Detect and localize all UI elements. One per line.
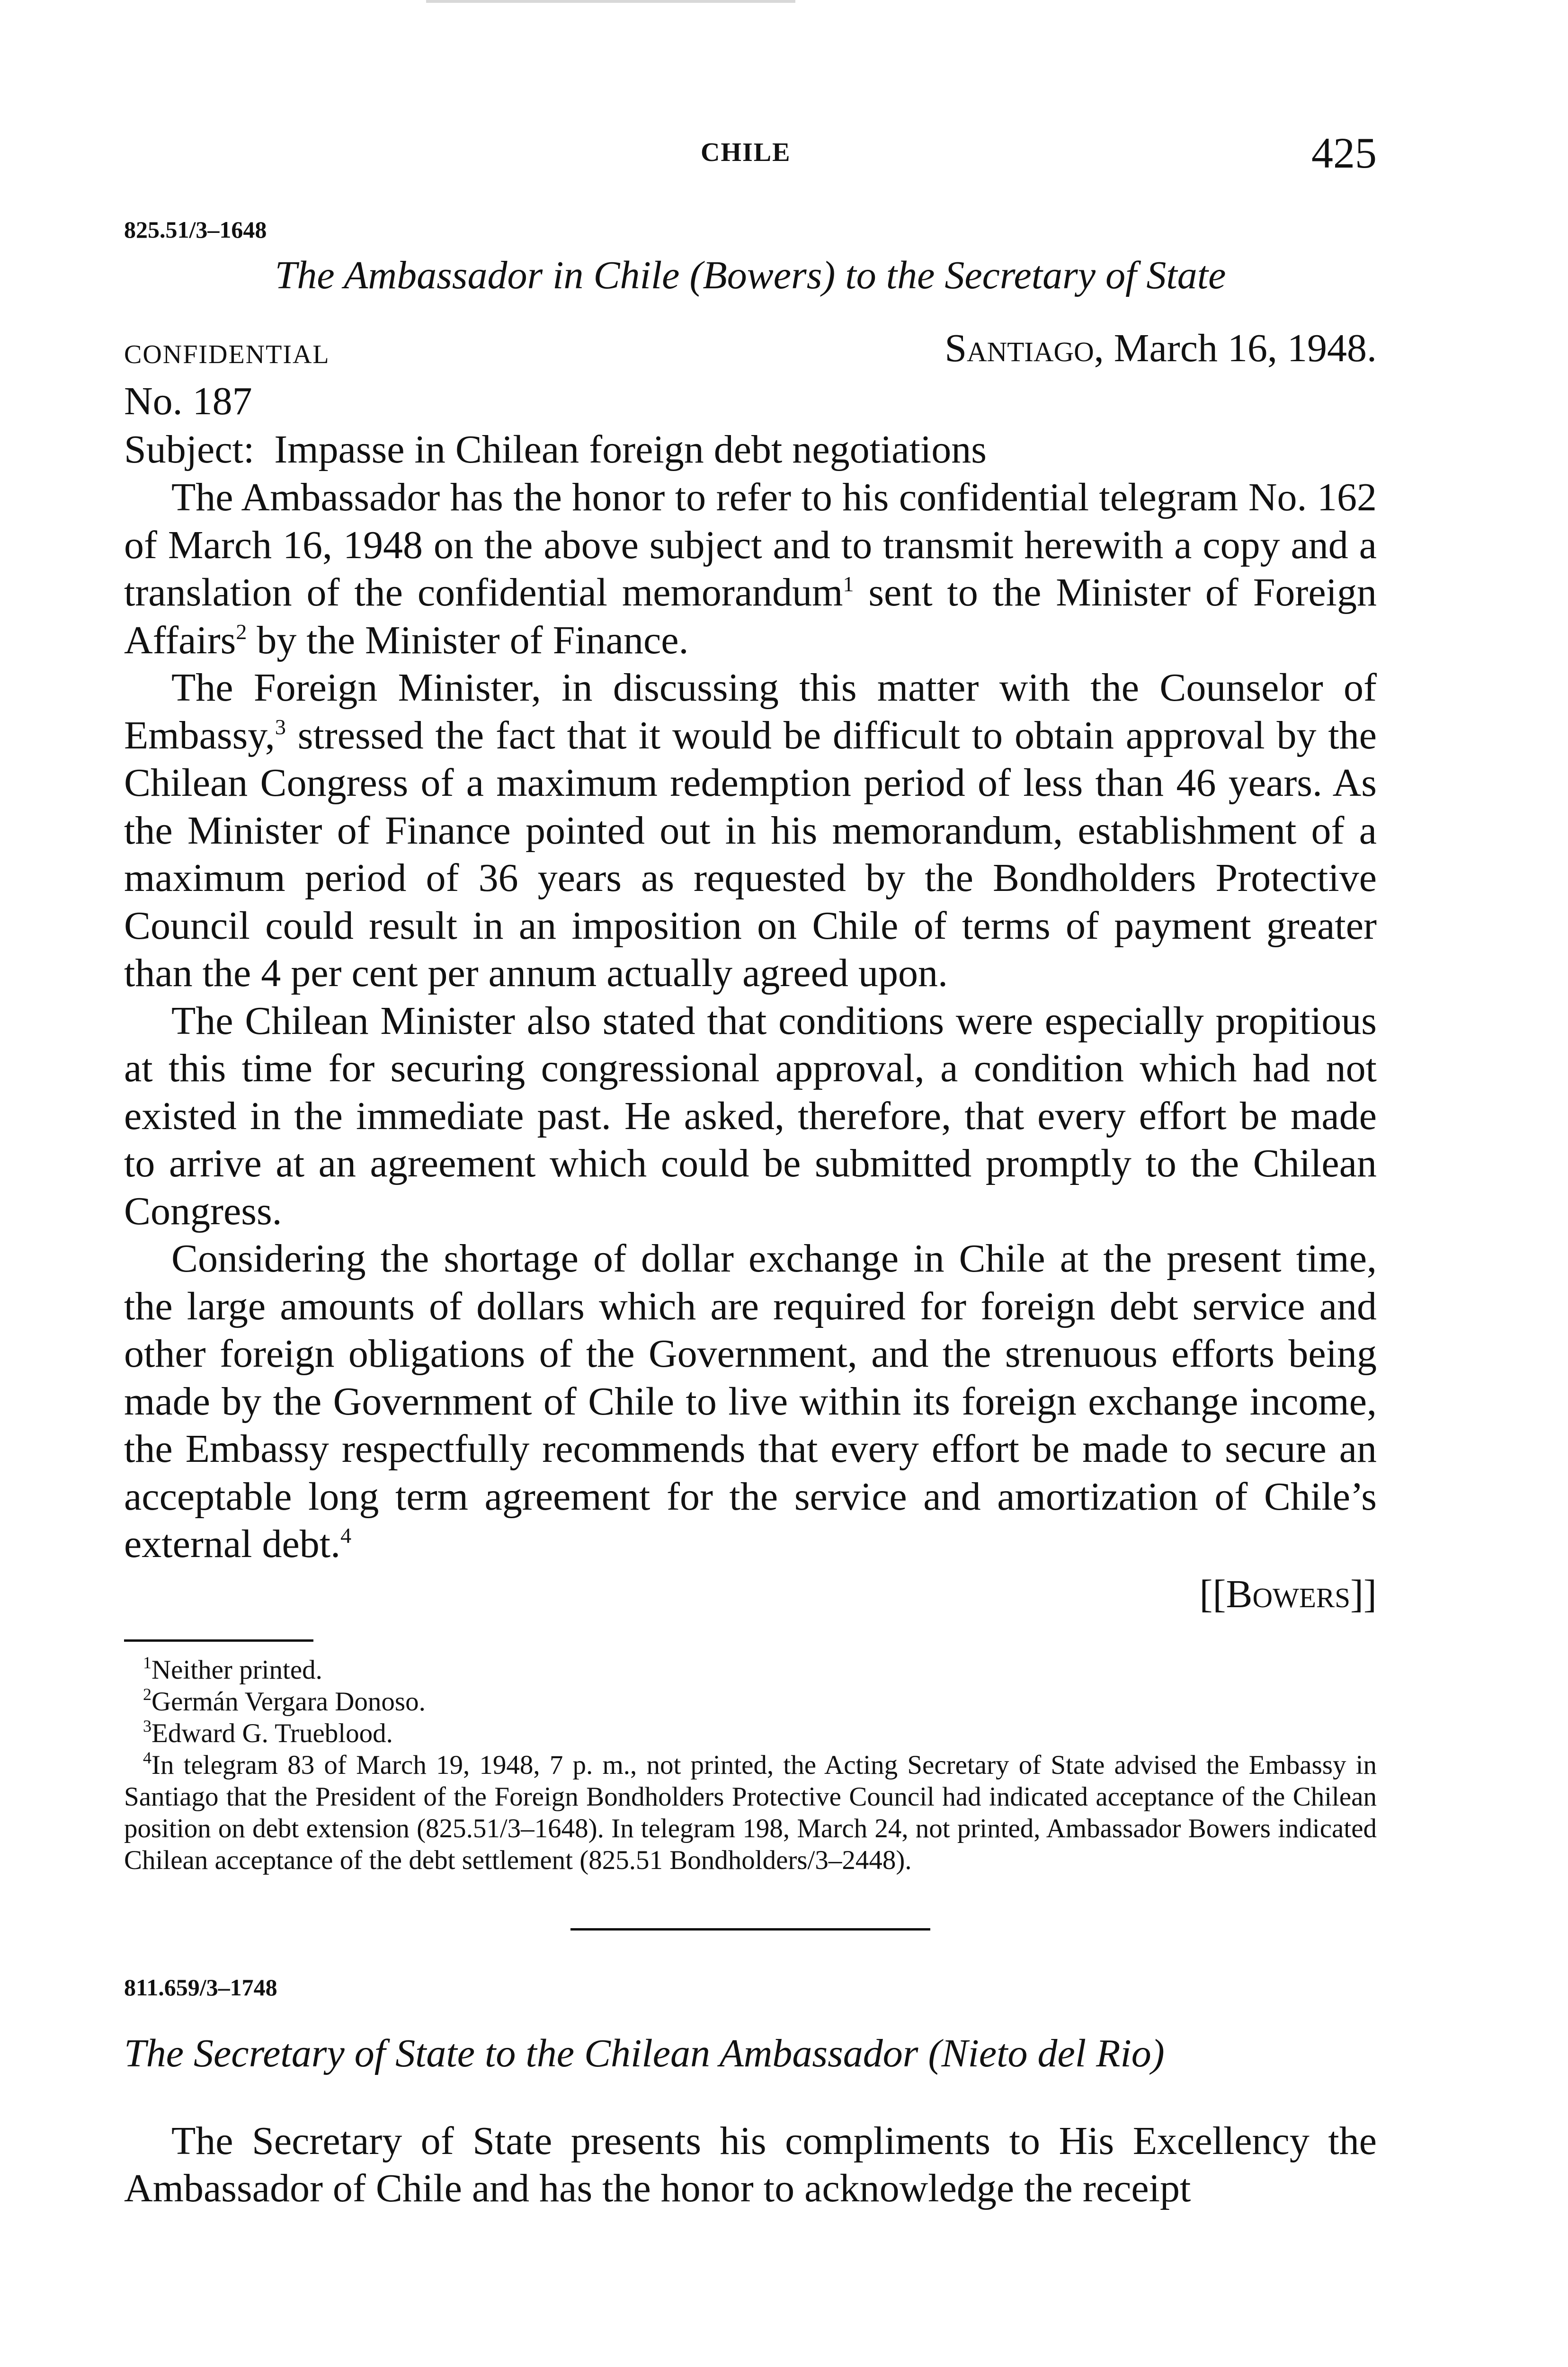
footnote-ref: 2 xyxy=(236,619,247,644)
page-number: 425 xyxy=(1311,129,1377,177)
footnote-number: 3 xyxy=(143,1716,151,1735)
dateline xyxy=(944,325,1377,371)
footnote-ref: 1 xyxy=(843,572,854,596)
footnote-text: Germán Vergara Donoso. xyxy=(151,1686,426,1717)
footnote-4 xyxy=(124,1749,1377,1876)
dateline-date: March 16, 1948. xyxy=(1104,326,1377,370)
signature xyxy=(124,1568,1377,1620)
footnote-ref: 4 xyxy=(340,1523,352,1548)
paragraph-text: The Foreign Minister, in discussing this matter with the Counselor of Embassy, xyxy=(124,666,1377,757)
paragraph-2 xyxy=(124,664,1377,997)
section-divider xyxy=(570,1928,930,1931)
classification-line xyxy=(124,325,1377,377)
paragraph-doc2-1: The Secretary of State presents his compliments to His Excellency the Ambassador of Chile and has the honor to acknowledge the receipt xyxy=(124,2118,1377,2210)
signature-name: [Bowers] xyxy=(1212,1572,1364,1616)
running-head xyxy=(124,128,1377,180)
paragraph-text: sent to the Minister of Foreign Affairs xyxy=(124,570,1377,662)
footnote-text: In telegram 83 of March 19, 1948, 7 p. m., not printed, the Acting Secretary of State advised the Embassy in Santiago that the President of the Foreign Bondholders Protective Council had indicated acceptance of the Chilean position on debt extension (825.51/3–1648). In telegram 198, March 24, not printed, Ambassador Bowers indicated Chilean acceptance of the debt settlement (825.51 Bondholders/3–2448). xyxy=(124,1750,1377,1875)
dateline-place: Santiago, xyxy=(944,326,1104,370)
footnote-ref: 3 xyxy=(275,714,286,739)
footnote-number: 2 xyxy=(143,1684,151,1704)
footnote-text: Neither printed. xyxy=(151,1655,322,1685)
classification-label: CONFIDENTIAL xyxy=(124,340,330,369)
subject-text: Impasse in Chilean foreign debt negotiations xyxy=(274,427,987,472)
running-title: CHILE xyxy=(701,138,791,167)
file-number: 825.51/3–1648 xyxy=(124,216,267,243)
footnote-1 xyxy=(124,1654,1377,1686)
document-heading-2: The Secretary of State to the Chilean Ambassador (Nieto del Rio) xyxy=(124,2031,1165,2075)
paragraph-text: by the Minister of Finance. xyxy=(247,618,689,662)
top-edge-rule xyxy=(426,0,795,3)
paragraph-4 xyxy=(124,1235,1377,1568)
footnote-2 xyxy=(124,1686,1377,1717)
footnote-text: Edward G. Trueblood. xyxy=(151,1718,393,1748)
document-heading: The Ambassador in Chile (Bowers) to the Secretary of State xyxy=(275,253,1226,297)
footnote-number: 4 xyxy=(143,1748,151,1767)
paragraph-3: The Chilean Minister also stated that conditions were especially propitious at this time for securing congressional approval, a condition which had not existed in the immediate past. He asked, therefore, that every effort be made to arrive at an agreement which could be submitted promptly to the Chilean Congress. xyxy=(124,998,1377,1233)
paragraph-text: Considering the shortage of dollar exchange in Chile at the present time, the large amounts of dollars which are required for foreign debt service and other foreign obligations of the Government, and the strenuous efforts being made by the Government of Chile to live within its foreign exchange income, the Embassy respectfully recommends that every effort be made to secure an acceptable long term agreement for the service and amortization of Chile’s external debt. xyxy=(124,1237,1377,1566)
file-number-2: 811.659/3–1748 xyxy=(124,1974,277,2001)
footnote-rule xyxy=(124,1639,313,1642)
subject-label: Subject: xyxy=(124,427,255,472)
paragraph-text: The Ambassador has the honor to refer to his confidential telegram No. 162 of March 16, 1948 on the above subject and to transmit herewith a copy and a translation of the confidential memorandum xyxy=(124,475,1377,614)
signature-text: [[Bowers]] xyxy=(1199,1572,1377,1616)
paragraph-1 xyxy=(124,474,1377,664)
paragraph-text: stressed the fact that it would be difficult to obtain approval by the Chilean Congress of a maximum redemption period of less than 46 years. As the Minister of Finance pointed out in his memorandum, establishment of a maximum period of 36 years as requested by the Bondholders Protective Council could result in an imposition on Chile of terms of payment greater than the 4 per cent per annum actually agreed upon. xyxy=(124,713,1377,995)
footnote-3 xyxy=(124,1717,1377,1749)
despatch-number: No. 187 xyxy=(124,379,252,423)
subject-line xyxy=(124,426,1377,474)
document-bowers-to-secretary xyxy=(124,215,1377,2213)
footnote-number: 1 xyxy=(143,1653,151,1672)
